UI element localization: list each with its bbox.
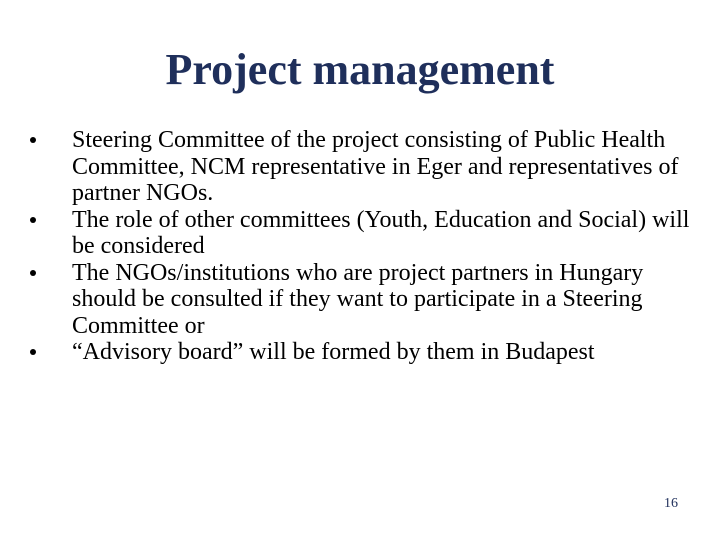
bullet-text-4: “Advisory board” will be formed by them in Budapest	[72, 339, 595, 365]
bullet-item-1	[30, 127, 690, 207]
bullet-item-2	[30, 207, 690, 260]
bullet-text-3: The NGOs/institutions who are project partners in Hungary should be consulted if they want to participate in a Steering Committee or	[72, 259, 644, 339]
bullet-text-1: Steering Committee of the project consisting of Public Health Committee, NCM representative in Eger and representatives of partner NGOs.	[72, 127, 679, 206]
bullet-item-4	[30, 339, 690, 366]
bullet-item-3	[30, 260, 690, 340]
slide-title: Project management	[165, 45, 555, 94]
bullet-dot-icon	[30, 270, 36, 276]
bullet-list	[30, 127, 690, 366]
page-number: 16	[664, 496, 678, 511]
bullet-text-2: The role of other committees (Youth, Education and Social) will be considered	[72, 206, 690, 259]
bullet-dot-icon	[30, 217, 36, 223]
bullet-dot-icon	[30, 137, 36, 143]
bullet-dot-icon	[30, 349, 36, 355]
